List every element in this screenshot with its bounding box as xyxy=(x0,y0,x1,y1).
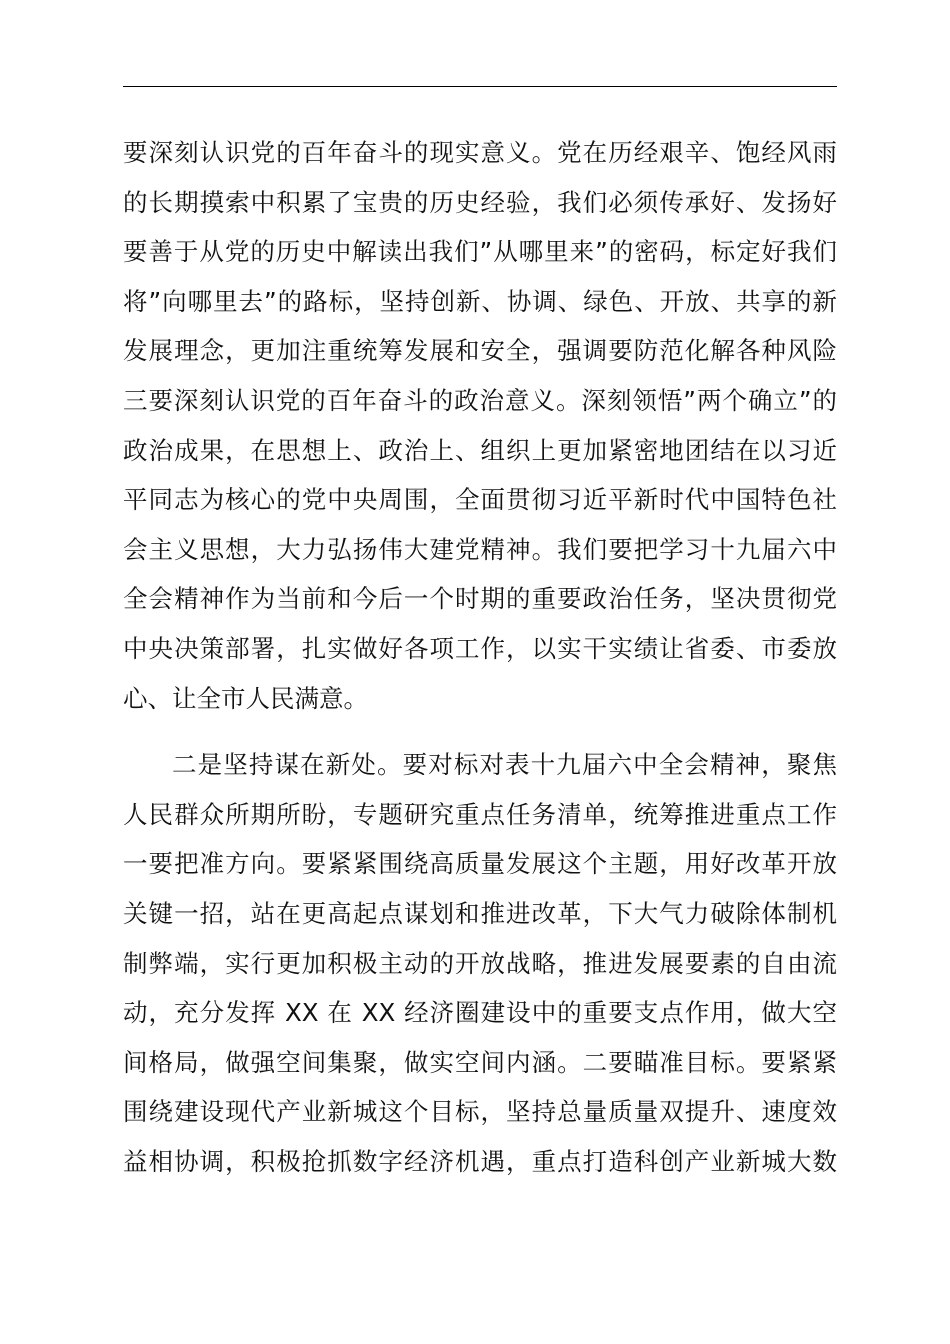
text-line: 二是坚持谋在新处。要对标对表十九届六中全会精神，聚焦 xyxy=(172,750,837,780)
text-line: 动，充分发挥 XX 在 XX 经济圈建设中的重要支点作用，做大空 xyxy=(123,998,837,1028)
paragraph-gap xyxy=(123,723,837,740)
header-rule xyxy=(123,86,837,87)
text-line: 间格局，做强空间集聚，做实空间内涵。二要瞄准目标。要紧紧 xyxy=(123,1047,837,1077)
paragraph-2 xyxy=(123,740,837,1186)
text-line: 人民群众所期所盼，专题研究重点任务清单，统筹推进重点工作 xyxy=(123,799,837,829)
text-line: 会主义思想，大力弘扬伟大建党精神。我们要把学习十九届六中 xyxy=(123,534,837,564)
text-line: 政治成果，在思想上、政治上、组织上更加紧密地团结在以习近 xyxy=(123,435,837,465)
text-line: 围绕建设现代产业新城这个目标，坚持总量质量双提升、速度效 xyxy=(123,1097,837,1127)
text-line: 发展理念，更加注重统筹发展和安全，强调要防范化解各种风险 xyxy=(123,336,837,366)
text-line: 平同志为核心的党中央周围，全面贯彻习近平新时代中国特色社 xyxy=(123,485,837,515)
text-line: 要深刻认识党的百年奋斗的现实意义。党在历经艰辛、饱经风雨 xyxy=(123,138,837,167)
text-line: 一要把准方向。要紧紧围绕高质量发展这个主题，用好改革开放 xyxy=(123,849,837,879)
text-line: 中央决策部署，扎实做好各项工作，以实干实绩让省委、市委放 xyxy=(123,633,837,663)
text-line: 制弊端，实行更加积极主动的开放战略，推进发展要素的自由流 xyxy=(123,948,837,978)
text-line: 的长期摸索中积累了宝贵的历史经验，我们必须传承好、发扬好 xyxy=(123,187,837,217)
text-line: 全会精神作为当前和今后一个时期的重要政治任务，坚决贯彻党 xyxy=(123,584,837,614)
text-line: 将”向哪里去”的路标，坚持创新、协调、绿色、开放、共享的新 xyxy=(123,286,837,316)
text-line: 益相协调，积极抢抓数字经济机遇，重点打造科创产业新城大数 xyxy=(123,1146,837,1176)
document-body xyxy=(123,128,837,1186)
paragraph-1 xyxy=(123,128,837,723)
text-line: 要善于从党的历史中解读出我们”从哪里来”的密码，标定好我们 xyxy=(123,237,837,267)
text-line: 关键一招，站在更高起点谋划和推进改革，下大气力破除体制机 xyxy=(123,898,837,928)
text-line: 三要深刻认识党的百年奋斗的政治意义。深刻领悟”两个确立”的 xyxy=(123,385,837,415)
text-line: 心、让全市人民满意。 xyxy=(123,683,368,713)
